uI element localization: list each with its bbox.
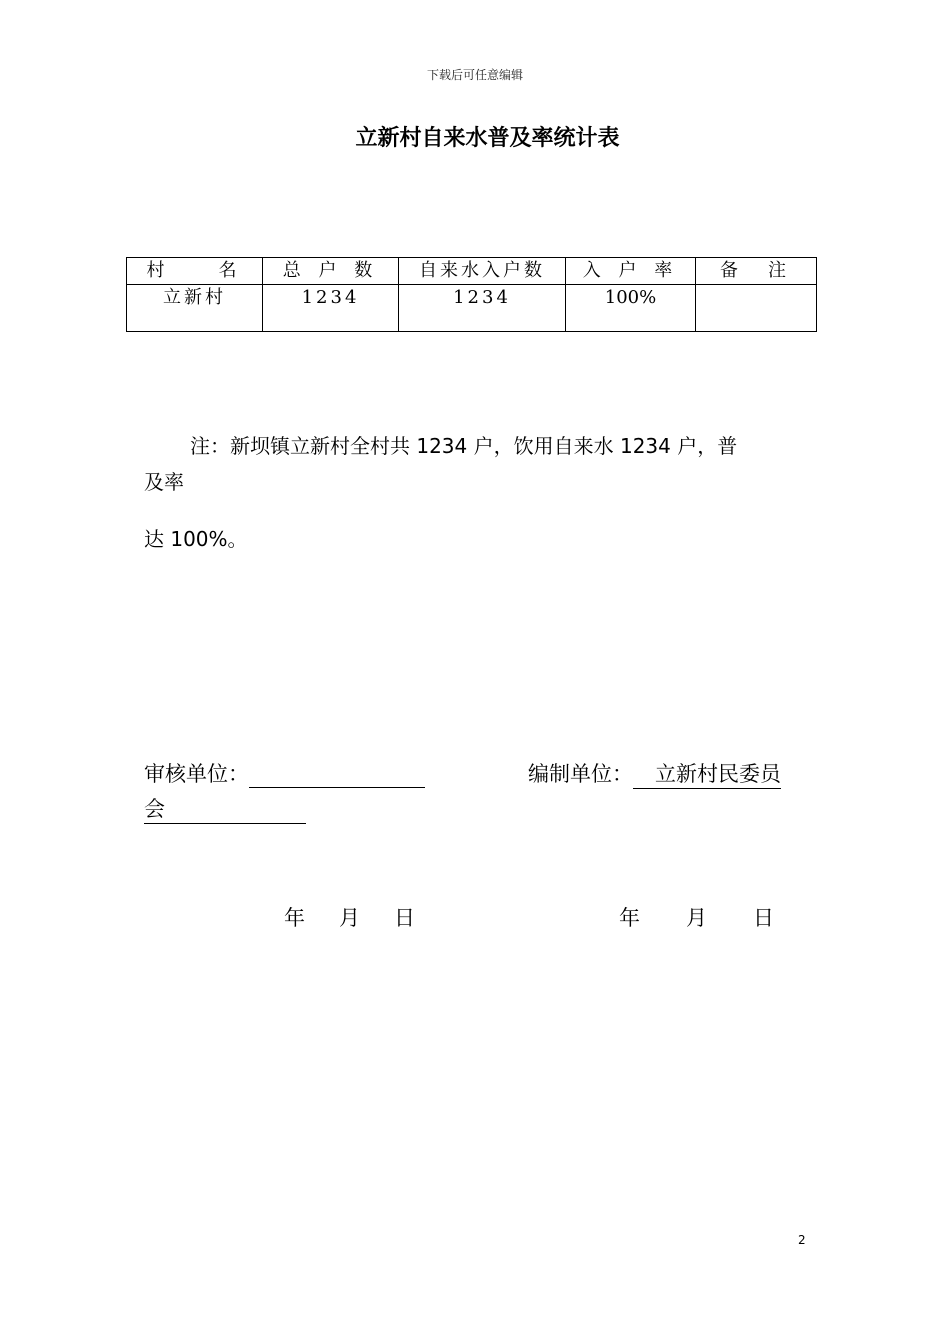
cell-total-households: 1234: [263, 285, 399, 332]
page-number: 2: [798, 1233, 806, 1247]
prepare-unit-value: 立新村民委员: [633, 758, 781, 789]
prepare-date: [619, 902, 774, 932]
table-row: [127, 285, 817, 332]
note-paragraph: [144, 428, 814, 500]
header-remarks: 备 注: [696, 258, 817, 285]
header-total-households: 总 户 数: [263, 258, 399, 285]
prepare-unit-label: 编制单位：: [528, 762, 633, 786]
document-title: 立新村自来水普及率统计表: [355, 126, 620, 151]
note-line-1-wrap: 及率: [144, 470, 184, 494]
review-date-month: 月: [339, 906, 360, 930]
note-line-2: 达 100%。: [144, 527, 248, 551]
review-unit: [144, 758, 425, 788]
header-water-households: 自来水入户数: [399, 258, 566, 285]
cell-connection-rate: 100%: [566, 285, 696, 332]
prepare-unit: [528, 758, 781, 789]
header-village-name: 村 名: [127, 258, 263, 285]
header-connection-rate: 入 户 率: [566, 258, 696, 285]
cell-village-name: 立新村: [127, 285, 263, 332]
prepare-date-day: 日: [753, 906, 774, 930]
table-header-row: [127, 258, 817, 285]
note-line-1: 注：新坝镇立新村全村共 1234 户，饮用自来水 1234 户，普: [190, 434, 738, 458]
statistics-table: [126, 257, 817, 332]
review-date: [284, 902, 415, 932]
prepare-date-year: 年: [619, 906, 640, 930]
review-date-day: 日: [394, 906, 415, 930]
prepare-unit-cont: [144, 793, 306, 824]
review-date-year: 年: [284, 906, 305, 930]
review-unit-blank: [249, 763, 425, 788]
cell-water-households: 1234: [399, 285, 566, 332]
prepare-unit-value-cont: 会: [144, 793, 306, 824]
review-unit-label: 审核单位：: [144, 762, 249, 786]
prepare-date-month: 月: [686, 906, 707, 930]
cell-remarks: [696, 285, 817, 332]
header-note: 下载后可任意编辑: [426, 68, 523, 82]
